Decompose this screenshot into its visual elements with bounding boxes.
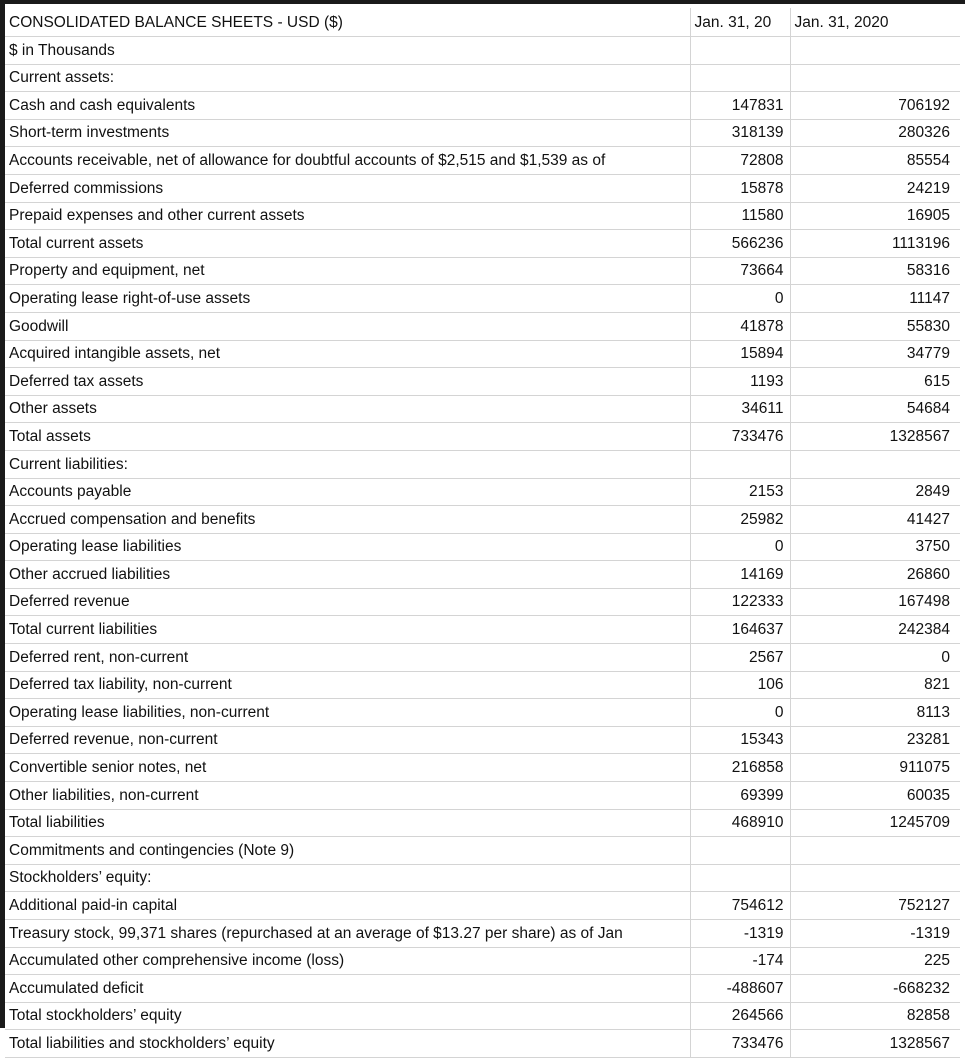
table-row	[5, 37, 960, 65]
value-cell-b[interactable]: 55830	[790, 312, 960, 340]
table-row	[5, 257, 960, 285]
row-label[interactable]: Cash and cash equivalents	[5, 92, 690, 120]
header-row	[5, 8, 960, 37]
table-row	[5, 616, 960, 644]
value-cell-a[interactable]: -1319	[690, 920, 790, 948]
table-title[interactable]: CONSOLIDATED BALANCE SHEETS - USD ($)	[5, 8, 690, 37]
value-cell-a[interactable]	[690, 64, 790, 92]
table-row	[5, 423, 960, 451]
value-cell-b[interactable]: 1245709	[790, 809, 960, 837]
row-label[interactable]: Accumulated other comprehensive income (loss)	[5, 947, 690, 975]
value-cell-b[interactable]	[790, 37, 960, 65]
row-label[interactable]: Deferred revenue, non-current	[5, 726, 690, 754]
table-row	[5, 1030, 960, 1058]
table-row	[5, 450, 960, 478]
value-cell-b[interactable]: -1319	[790, 920, 960, 948]
value-cell-b[interactable]: 23281	[790, 726, 960, 754]
row-label[interactable]: Other accrued liabilities	[5, 561, 690, 589]
table-row	[5, 506, 960, 534]
value-cell-b[interactable]: -668232	[790, 975, 960, 1003]
table-row	[5, 671, 960, 699]
value-cell-b[interactable]	[790, 864, 960, 892]
table-row	[5, 754, 960, 782]
value-cell-a[interactable]: 106	[690, 671, 790, 699]
table-row	[5, 644, 960, 672]
row-label[interactable]: Goodwill	[5, 312, 690, 340]
value-cell-b[interactable]: 706192	[790, 92, 960, 120]
value-cell-b[interactable]: 167498	[790, 588, 960, 616]
value-cell-b[interactable]: 2849	[790, 478, 960, 506]
row-label[interactable]: Short-term investments	[5, 119, 690, 147]
table-row	[5, 533, 960, 561]
value-cell-a[interactable]: 318139	[690, 119, 790, 147]
row-label[interactable]: Other assets	[5, 395, 690, 423]
value-cell-a[interactable]: 733476	[690, 1030, 790, 1058]
table-row	[5, 230, 960, 258]
row-label[interactable]: Operating lease liabilities	[5, 533, 690, 561]
value-cell-b[interactable]: 280326	[790, 119, 960, 147]
value-cell-a[interactable]: 147831	[690, 92, 790, 120]
value-cell-a[interactable]	[690, 37, 790, 65]
table-row	[5, 478, 960, 506]
row-label[interactable]: Accumulated deficit	[5, 975, 690, 1003]
value-cell-b[interactable]: 821	[790, 671, 960, 699]
value-cell-a[interactable]: 69399	[690, 782, 790, 810]
value-cell-b[interactable]: 615	[790, 368, 960, 396]
value-cell-b[interactable]: 24219	[790, 174, 960, 202]
row-label[interactable]: Accrued compensation and benefits	[5, 506, 690, 534]
column-header-b[interactable]: Jan. 31, 2020	[790, 8, 960, 37]
value-cell-b[interactable]: 11147	[790, 285, 960, 313]
row-label[interactable]: Total assets	[5, 423, 690, 451]
table-row	[5, 368, 960, 396]
row-label[interactable]: Deferred rent, non-current	[5, 644, 690, 672]
value-cell-a[interactable]: 0	[690, 533, 790, 561]
row-label[interactable]: Total stockholders’ equity	[5, 1002, 690, 1030]
value-cell-b[interactable]: 58316	[790, 257, 960, 285]
value-cell-a[interactable]: 264566	[690, 1002, 790, 1030]
value-cell-a[interactable]	[690, 450, 790, 478]
value-cell-a[interactable]: 468910	[690, 809, 790, 837]
value-cell-b[interactable]: 1328567	[790, 1030, 960, 1058]
value-cell-a[interactable]: 34611	[690, 395, 790, 423]
row-label[interactable]: Commitments and contingencies (Note 9)	[5, 837, 690, 865]
value-cell-a[interactable]: 25982	[690, 506, 790, 534]
value-cell-a[interactable]: 566236	[690, 230, 790, 258]
table-row	[5, 947, 960, 975]
table-row	[5, 699, 960, 727]
table-row	[5, 809, 960, 837]
value-cell-a[interactable]: 0	[690, 699, 790, 727]
row-label[interactable]: Other liabilities, non-current	[5, 782, 690, 810]
value-cell-b[interactable]: 82858	[790, 1002, 960, 1030]
value-cell-a[interactable]: 73664	[690, 257, 790, 285]
row-label[interactable]: $ in Thousands	[5, 37, 690, 65]
value-cell-b[interactable]: 85554	[790, 147, 960, 175]
row-label[interactable]: Deferred tax liability, non-current	[5, 671, 690, 699]
table-row	[5, 395, 960, 423]
table-row	[5, 174, 960, 202]
column-header-a[interactable]: Jan. 31, 20	[690, 8, 790, 37]
table-row	[5, 726, 960, 754]
value-cell-b[interactable]: 54684	[790, 395, 960, 423]
row-label[interactable]: Current assets:	[5, 64, 690, 92]
value-cell-a[interactable]: 11580	[690, 202, 790, 230]
balance-sheet-table	[5, 8, 960, 1058]
row-label[interactable]: Deferred tax assets	[5, 368, 690, 396]
value-cell-a[interactable]	[690, 864, 790, 892]
table-row	[5, 64, 960, 92]
row-label[interactable]: Total current liabilities	[5, 616, 690, 644]
row-label[interactable]: Stockholders’ equity:	[5, 864, 690, 892]
value-cell-b[interactable]: 225	[790, 947, 960, 975]
table-row	[5, 837, 960, 865]
table-row	[5, 202, 960, 230]
row-label[interactable]: Acquired intangible assets, net	[5, 340, 690, 368]
table-row	[5, 147, 960, 175]
table-row	[5, 119, 960, 147]
table-row	[5, 920, 960, 948]
row-label[interactable]: Operating lease right-of-use assets	[5, 285, 690, 313]
row-label[interactable]: Deferred commissions	[5, 174, 690, 202]
value-cell-a[interactable]: 733476	[690, 423, 790, 451]
row-label[interactable]: Convertible senior notes, net	[5, 754, 690, 782]
value-cell-b[interactable]: 752127	[790, 892, 960, 920]
row-label[interactable]: Treasury stock, 99,371 shares (repurchased at an average of $13.27 per share) as of Jan	[5, 920, 690, 948]
value-cell-b[interactable]: 60035	[790, 782, 960, 810]
row-label[interactable]: Accounts receivable, net of allowance for doubtful accounts of $2,515 and $1,539 as of	[5, 147, 690, 175]
value-cell-a[interactable]: 216858	[690, 754, 790, 782]
table-row	[5, 92, 960, 120]
value-cell-a[interactable]: 15894	[690, 340, 790, 368]
value-cell-a[interactable]: 1193	[690, 368, 790, 396]
value-cell-b[interactable]: 41427	[790, 506, 960, 534]
row-label[interactable]: Total liabilities and stockholders’ equity	[5, 1030, 690, 1058]
table-row	[5, 975, 960, 1003]
value-cell-a[interactable]: 0	[690, 285, 790, 313]
row-label[interactable]: Accounts payable	[5, 478, 690, 506]
value-cell-a[interactable]: 2567	[690, 644, 790, 672]
value-cell-b[interactable]: 0	[790, 644, 960, 672]
value-cell-b[interactable]	[790, 450, 960, 478]
value-cell-a[interactable]: 2153	[690, 478, 790, 506]
value-cell-a[interactable]: 15878	[690, 174, 790, 202]
value-cell-a[interactable]: 122333	[690, 588, 790, 616]
row-label[interactable]: Total current assets	[5, 230, 690, 258]
row-label[interactable]: Current liabilities:	[5, 450, 690, 478]
value-cell-a[interactable]: 164637	[690, 616, 790, 644]
table-row	[5, 340, 960, 368]
row-label[interactable]: Total liabilities	[5, 809, 690, 837]
value-cell-b[interactable]: 1113196	[790, 230, 960, 258]
value-cell-b[interactable]	[790, 64, 960, 92]
row-label[interactable]: Deferred revenue	[5, 588, 690, 616]
value-cell-b[interactable]: 16905	[790, 202, 960, 230]
value-cell-a[interactable]: 754612	[690, 892, 790, 920]
value-cell-b[interactable]: 34779	[790, 340, 960, 368]
value-cell-a[interactable]: 14169	[690, 561, 790, 589]
value-cell-b[interactable]: 8113	[790, 699, 960, 727]
value-cell-a[interactable]: 41878	[690, 312, 790, 340]
table-row	[5, 1002, 960, 1030]
value-cell-b[interactable]: 26860	[790, 561, 960, 589]
value-cell-a[interactable]: -488607	[690, 975, 790, 1003]
value-cell-b[interactable]: 1328567	[790, 423, 960, 451]
row-label[interactable]: Operating lease liabilities, non-current	[5, 699, 690, 727]
value-cell-b[interactable]: 911075	[790, 754, 960, 782]
value-cell-b[interactable]: 242384	[790, 616, 960, 644]
table-row	[5, 864, 960, 892]
row-label[interactable]: Additional paid-in capital	[5, 892, 690, 920]
row-label[interactable]: Property and equipment, net	[5, 257, 690, 285]
row-label[interactable]: Prepaid expenses and other current assets	[5, 202, 690, 230]
value-cell-b[interactable]	[790, 837, 960, 865]
table-row	[5, 285, 960, 313]
value-cell-a[interactable]	[690, 837, 790, 865]
table-row	[5, 892, 960, 920]
value-cell-a[interactable]: 72808	[690, 147, 790, 175]
table-row	[5, 588, 960, 616]
value-cell-a[interactable]: -174	[690, 947, 790, 975]
value-cell-b[interactable]: 3750	[790, 533, 960, 561]
table-row	[5, 561, 960, 589]
table-row	[5, 312, 960, 340]
table-row	[5, 782, 960, 810]
value-cell-a[interactable]: 15343	[690, 726, 790, 754]
